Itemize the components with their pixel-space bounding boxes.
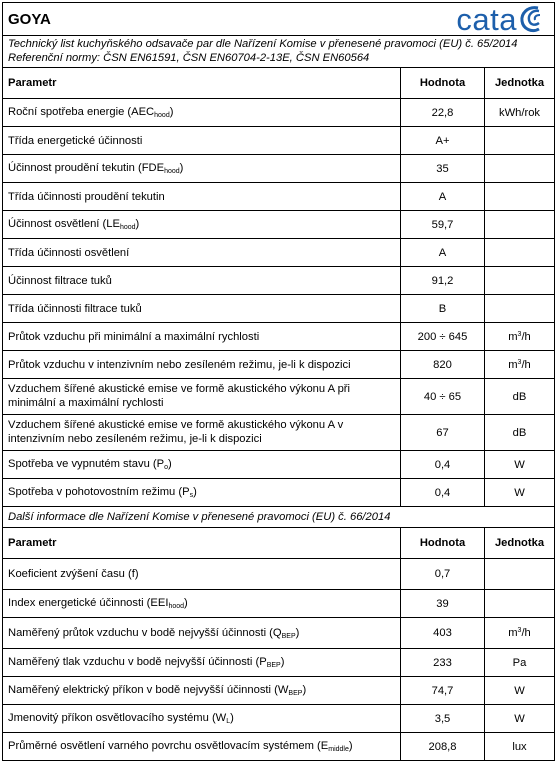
table-row [3,211,554,239]
param-value: 403 [401,618,485,648]
table-row [3,239,554,267]
unit-base: m [508,627,518,639]
param-text [8,275,112,287]
table2-header [3,528,554,559]
param-label-text: Třída účinnosti proudění tekutin [8,190,165,203]
param-value: 0,7 [401,559,485,589]
table-row [3,127,554,155]
intro-note [3,36,554,68]
unit-text [508,331,531,343]
param-unit: dB [512,390,527,403]
unit-base: m [508,330,518,343]
param-value: 39 [401,590,485,617]
param-text [8,135,142,147]
intro2-note: Další informace dle Nařízení Komise v přenesené pravomoci (EU) č. 66/2014 [3,507,554,528]
param-unit [485,590,554,617]
brand-logo [456,1,549,37]
param-subscript: s [189,492,194,499]
param-label-text: Spotřeba v pohotovostním režimu (P [8,486,190,498]
table2-body [3,559,554,761]
param-value: 3,5 [401,705,485,732]
param-value: A [401,239,485,266]
param-subscript: hood [168,603,185,610]
param-value: 35 [401,155,485,182]
param-value: 0,4 [401,479,485,506]
param-label-text: Účinnost filtrace tuků [8,274,112,287]
param-label-text: Průtok vzduchu v intenzivním nebo zesíleném režimu, je-li k dispozici [8,358,351,371]
table-row [3,323,554,351]
param-label [3,211,401,238]
param-label [3,649,401,676]
param-text [8,359,351,371]
param-unit [485,295,554,322]
param-label-text: Třída účinnosti osvětlení [8,246,130,259]
unit-superscript: 3 [517,330,522,338]
param-value: 74,7 [401,677,485,704]
param-unit: lux [512,740,527,753]
col-header-param: Parametr [3,528,401,558]
param-label-text: Vzduchem šířené akustické emise ve formě akustického výkonu A v intenzivním nebo zesíleném režimu, je-li k dispozici [8,419,344,445]
param-label-tail: ) [230,712,234,724]
table-row [3,295,554,323]
col-header-param: Parametr [3,68,401,98]
unit-superscript: 3 [517,358,522,366]
param-text [8,191,165,203]
unit-tail: /h [521,358,531,371]
unit-text [508,359,531,371]
param-label-tail: ) [193,486,197,498]
param-value: 820 [401,351,485,378]
param-label-tail: ) [168,458,172,470]
param-label-tail: ) [280,656,285,668]
param-unit: dB [512,426,527,439]
param-label-text: Naměřený průtok vzduchu v bodě nejvyšší účinnosti (Q [8,626,282,639]
param-value: 91,2 [401,267,485,294]
param-label [3,239,401,266]
unit-tail: /h [521,330,531,343]
param-label-text: Průměrné osvětlení varného povrchu osvětlovacím systémem (E [8,740,329,752]
param-label [3,295,401,322]
param-unit [485,267,554,294]
param-unit: W [514,712,525,725]
param-subscript: BEP [288,690,303,697]
param-label-tail: ) [184,597,188,609]
param-subscript: o [164,464,168,471]
param-label-tail: ) [348,740,353,752]
param-unit: W [514,684,525,697]
table-row [3,677,554,705]
param-label [3,451,401,478]
table-row [3,415,554,451]
param-label-text: Účinnost proudění tekutin (FDE [8,162,165,174]
param-value: A [401,183,485,210]
param-text [8,331,259,343]
param-label-text: Koeficient zvýšení času (f) [8,568,139,580]
param-unit [485,211,554,238]
param-text [8,568,139,580]
param-unit: Pa [512,656,527,669]
param-label-text: Vzduchem šířené akustické emise ve formě akustického výkonu A při minimální a maximální rychlosti [8,383,350,409]
param-unit [485,618,554,648]
param-value: 0,4 [401,451,485,478]
param-value: 200 ÷ 645 [401,323,485,350]
brand-wordmark: cata [456,1,517,37]
param-text [8,458,172,471]
param-unit: W [514,458,525,471]
param-text [8,627,299,640]
sheet-header [3,3,554,36]
param-label-text: Roční spotřeba energie (AEC [8,106,155,118]
col-header-unit: Jednotka [494,77,545,89]
param-label [3,705,401,732]
param-text [8,247,129,259]
param-label [3,267,401,294]
param-label-text: Třída účinnosti filtrace tuků [8,302,142,315]
param-label-tail: ) [295,626,300,639]
unit-tail: /h [521,627,531,639]
param-label-text: Spotřeba ve vypnutém stavu (P [8,458,165,470]
table-row [3,183,554,211]
param-label [3,415,401,450]
param-text [8,383,395,410]
unit-superscript: 3 [517,627,522,634]
product-title: GOYA [8,10,51,28]
param-text [8,162,183,175]
param-label [3,351,401,378]
param-value: B [401,295,485,322]
param-unit [485,559,554,589]
param-unit: W [514,486,525,499]
table-row [3,479,554,507]
param-unit [485,127,554,154]
table-row [3,155,554,183]
param-unit [485,323,554,350]
unit-text [508,627,531,639]
table-row [3,351,554,379]
param-value: 22,8 [401,99,485,126]
param-subscript: hood [119,224,136,231]
param-label-text: Účinnost osvětlení (LE [8,218,120,230]
param-unit: kWh/rok [498,106,541,119]
intro-regulation: Technický list kuchyňského odsavače par dle Nařízení Komise v přenesené pravomoci (EU) č. 65/2014 [8,38,518,50]
param-label-tail: ) [135,218,140,230]
datasheet [2,2,555,761]
table-row [3,618,554,649]
param-label-text: Jmenovitý příkon osvětlovacího systému (W [8,712,227,724]
param-label-text: Průtok vzduchu při minimální a maximální rychlosti [8,330,260,343]
col-header-unit: Jednotka [494,537,545,549]
param-value: A+ [401,127,485,154]
param-label-text: Naměřený tlak vzduchu v bodě nejvyšší účinnosti (P [8,656,267,668]
table-row [3,267,554,295]
table-row [3,733,554,761]
param-label-text: Index energetické účinnosti (EEI [8,597,169,609]
param-value: 40 ÷ 65 [401,379,485,414]
table1-body [3,99,554,507]
param-label [3,479,401,506]
param-subscript: hood [154,112,170,119]
table-row [3,649,554,677]
param-text [8,218,139,231]
brand-swirl-icon [519,4,545,34]
param-value: 59,7 [401,211,485,238]
param-text [8,303,142,315]
table-row [3,559,554,590]
param-text [8,712,234,725]
intro-standards: Referenční normy: ČSN EN61591, ČSN EN60704-2-13E, ČSN EN60564 [8,51,370,64]
param-label [3,618,401,648]
param-unit [485,155,554,182]
table-row [3,705,554,733]
param-label-tail: ) [169,106,174,118]
table-row [3,590,554,618]
param-text [8,106,173,119]
param-label [3,379,401,414]
param-text [8,597,188,610]
param-subscript: BEP [266,662,281,669]
param-subscript: L [226,718,231,725]
param-text [8,656,284,669]
table-row [3,379,554,415]
unit-base: m [508,358,518,371]
param-label-tail: ) [179,162,184,174]
col-header-value: Hodnota [401,528,485,558]
param-text [8,740,353,753]
table-row [3,451,554,479]
param-label [3,155,401,182]
param-label [3,323,401,350]
param-unit [485,351,554,378]
param-label [3,677,401,704]
param-label-text: Naměřený elektrický příkon v bodě nejvyšší účinnosti (W [8,684,289,696]
param-subscript: middle [328,746,349,753]
table-row [3,99,554,127]
param-text [8,419,395,446]
param-label [3,183,401,210]
param-text [8,486,197,499]
param-text [8,684,306,697]
param-label [3,733,401,760]
param-unit [485,183,554,210]
param-subscript: BEP [281,632,296,640]
col-header-value: Hodnota [401,68,485,98]
param-subscript: hood [164,168,180,175]
param-unit [485,239,554,266]
param-value: 208,8 [401,733,485,760]
param-value: 67 [401,415,485,450]
param-value: 233 [401,649,485,676]
param-label-text: Třída energetické účinnosti [8,134,143,147]
param-label [3,559,401,589]
param-label [3,127,401,154]
param-label-tail: ) [302,684,307,696]
param-label [3,99,401,126]
param-label [3,590,401,617]
table1-header [3,68,554,99]
